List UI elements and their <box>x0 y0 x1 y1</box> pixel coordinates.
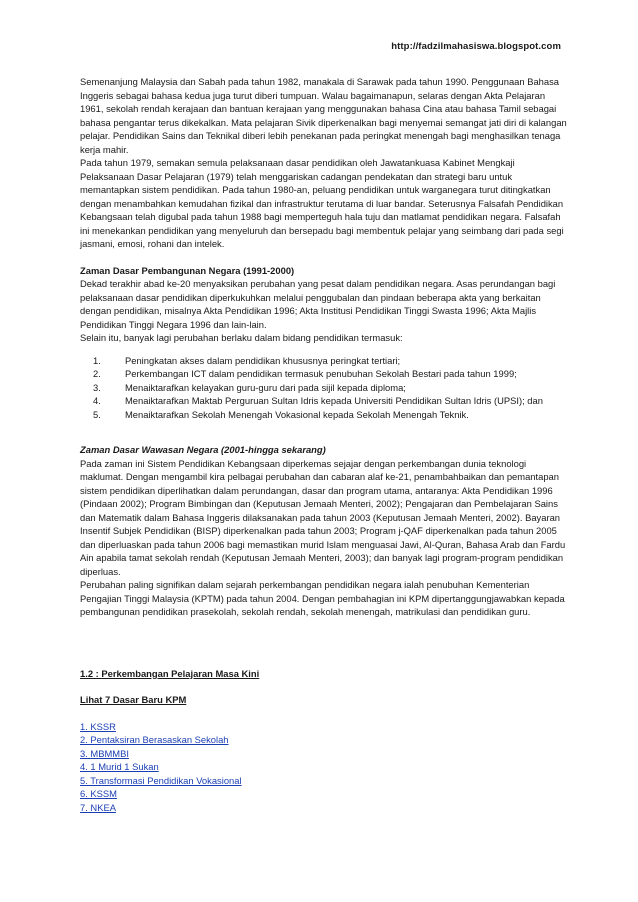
link-transformasi-vokasional[interactable]: 5. Transformasi Pendidikan Vokasional <box>80 774 242 786</box>
list-item <box>80 381 570 395</box>
section2-paragraph-2: Perubahan paling signifikan dalam sejarah perkembangan pendidikan negara ialah penubuhan Kementerian Pengajian Tinggi Malaysia (KPTM) pada tahun 2004. Dengan pembahagian ini KPM dipertanggungjawabkan kepada pembangunan pendidikan prasekolah, sekolah rendah, sekolah menengah, matrikulasi dan pendidikan guru. <box>80 579 565 617</box>
header-url: http://fadzilmahasiswa.blogspot.com <box>391 41 561 52</box>
changes-list <box>80 354 570 422</box>
link-kssm[interactable]: 6. KSSM <box>80 788 117 799</box>
section1-paragraph-2: Selain itu, banyak lagi perubahan berlaku dalam bidang pendidikan termasuk: <box>80 332 403 343</box>
intro-paragraph-1: Semenanjung Malaysia dan Sabah pada tahun 1982, manakala di Sarawak pada tahun 1990. Penggunaan Bahasa Inggeris sebagai bahasa kedua juga turut diberi tumpuan. Walau bagaimanapun, selaras dengan Akta Pelajaran 1961, sekolah rendah kerajaan dan bantuan kerajaan yang menggunakan bahasa Cina atau bahasa Tamil sebagai bahasa pengantar terus dikekalkan. Mata pelajaran Sivik diperkenalkan bagi menyemai semangat jati diri di kalangan pelajar. Pendidikan Sains dan Teknikal diberi lebih penekanan pada peringkat menengah bagi menghasilkan tenaga kerja mahir. <box>80 76 567 155</box>
list-item-number: 4. <box>93 395 101 406</box>
link-mbmmbi[interactable]: 3. MBMMBI <box>80 747 129 759</box>
section-heading-pembangunan: Zaman Dasar Pembangunan Negara (1991-2000) <box>80 264 295 276</box>
section2-paragraph-1: Pada zaman ini Sistem Pendidikan Kebangsaan diperkemas sejajar dengan perkembangan dunia teknologi maklumat. Dengan mengambil kira pelbagai perubahan dan cabaran alaf ke-21, penambahbaikan dan pemantapan sistem pendidikan diperlihatkan dalam perundangan, dasar dan program utama, antaranya: Akta Pendidikan 1996 (Pindaan 2002); Program Bimbingan dan (Keputusan Jemaah Menteri, 2002); Pengajaran dan Pembelajaran Sains dan Matematik dalam Bahasa Inggeris dilaksanakan pada tahun 2003 (Keputusan Jemaah Menteri, 2002). Bayaran Insentif Subjek Pendidikan (BISP) diperkenalkan pada tahun 2003; Program j-QAF diperkenalkan pada tahun 2005 dan diperluaskan pada tahun 2006 bagi memastikan murid Islam menguasai Jawi, Al-Quran, Bahasa Arab dan Fardu Ain apabila tamat sekolah rendah (Keputusan Jemaah Menteri, 2003); dan banyak lagi program-program pendidikan diperluas. <box>80 457 566 577</box>
link-kssr[interactable]: 1. KSSR <box>80 720 116 732</box>
list-item-text: Perkembangan ICT dalam pendidikan termasuk penubuhan Sekolah Bestari pada tahun 1999; <box>125 368 517 379</box>
document-body <box>80 75 570 814</box>
list-item-text: Menaiktarafkan Sekolah Menengah Vokasional kepada Sekolah Menengah Teknik. <box>125 408 469 420</box>
section1-paragraph-1: Dekad terakhir abad ke-20 menyaksikan perubahan yang pesat dalam pendidikan negara. Asas perundangan bagi pelaksanaan dasar pendidikan diperkukuhkan melalui penggubalan dan pindaan beberapa akta yang berkaitan dengan pendidikan, misalnya Akta Pendidikan 1996; Akta Institusi Pendidikan Tinggi Swasta 1996; Akta Majlis Pendidikan Tinggi Negara 1996 dan lain-lain. <box>80 278 556 330</box>
list-item-number: 3. <box>93 381 101 393</box>
link-nkea[interactable]: 7. NKEA <box>80 801 116 813</box>
list-item-text: Peningkatan akses dalam pendidikan khususnya peringkat tertiari; <box>125 354 401 366</box>
list-item-number: 1. <box>93 354 101 366</box>
list-item-number: 2. <box>93 368 101 379</box>
list-item <box>80 354 570 368</box>
link-pentaksiran[interactable]: 2. Pentaksiran Berasaskan Sekolah <box>80 734 229 745</box>
list-item <box>80 367 570 381</box>
list-item <box>80 394 570 408</box>
spacer <box>80 421 570 430</box>
list-item-number: 5. <box>93 408 101 420</box>
section-heading-masa-kini: 1.2 : Perkembangan Pelajaran Masa Kini <box>80 667 260 679</box>
policy-links <box>80 720 570 815</box>
list-item-text: Menaiktarafkan kelayakan guru-guru dari pada sijil kepada diploma; <box>125 381 406 393</box>
section-heading-wawasan: Zaman Dasar Wawasan Negara (2001-hingga sekarang) <box>80 444 326 455</box>
intro-paragraph-2: Pada tahun 1979, semakan semula pelaksanaan dasar pendidikan oleh Jawatankuasa Kabinet Mengkaji Pelaksanaan Dasar Pelajaran (1979) telah menggariskan cadangan pendekatan dan strategi baru untuk memantapkan sistem pendidikan. Pada tahun 1980-an, peluang pendidikan untuk warganegara turut ditingkatkan dengan menambahkan kemudahan fizikal dan infrastruktur terutama di luar bandar. Seterusnya Falsafah Pendidikan Kebangsaan telah digubal pada tahun 1988 bagi memperteguh hala tuju dan matlamat pendidikan negara. Falsafah ini menekankan pendidikan yang menyeluruh dan bersepadu bagi membentuk pelajar yang seimbang dari pada segi jasmani, emosi, rohani dan intelek. <box>80 157 564 249</box>
list-item-text: Menaiktarafkan Maktab Perguruan Sultan Idris kepada Universiti Pendidikan Sultan Idris (UPSI); dan <box>125 395 543 406</box>
link-1murid1sukan[interactable]: 4. 1 Murid 1 Sukan <box>80 761 159 772</box>
list-item <box>80 408 570 422</box>
subheading-dasar-baru: Lihat 7 Dasar Baru KPM <box>80 694 187 705</box>
